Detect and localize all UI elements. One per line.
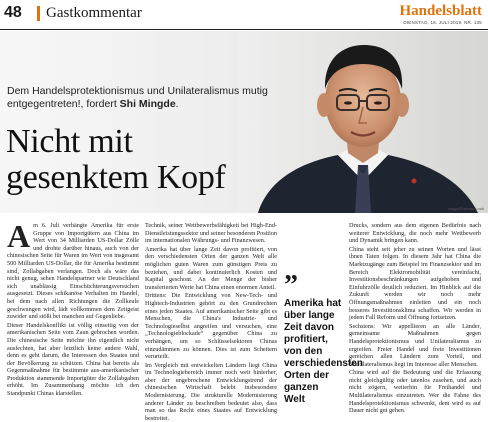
col4-paragraph-4: China wird auf die Bedeutung und die Erfassung nicht gleichgültig oder tatenlos zusehen, und auch nicht zögern, weiterhin für Freihandel und Multilateralismus einzutreten. Wer die Fahne des Handelsprotektionismus schwenkt, dem wird es auf Dauer nicht gut gehen.	[349, 369, 481, 415]
body-column-1	[7, 218, 139, 408]
intro-text: Dem Handelsprotektionismus und Unilateralismus mutig entgegentreten!, fordert	[7, 85, 268, 110]
drop-cap: A	[7, 218, 31, 254]
page-header	[0, 0, 488, 30]
article-headline	[6, 124, 286, 196]
col2-paragraph-1: Technik, seiner Wettbewerbsfähigkeit bei High-End-Dienstleistungssektor und seiner besonderen Position im internationalen Währungs- und Finanzwesen.	[145, 222, 277, 245]
dateline: DIENSTAG, 16. JULI 2019, NR. 135	[403, 20, 482, 25]
page-number: 48	[4, 4, 22, 21]
col1-paragraph-1: m 6. Juli verhängte Amerika für erste Gruppe von Importgütern aus China im Wert von 34 Milliarden US-Dollar Zölle und drohte darüber hinaus, auch von der chinesischen Seite für Waren im Wert von insgesamt 500 Milliarden US-Dollar, die für Amerika bestimmt sind, Zollabgaben verlangen. Doch als wäre das nicht genug, sehen Handelspartner wie Deutschland sich unablässig Einschüchterungsversuchen ausgesetzt. Dieses schikanöse Verhalten im Handel, bei dem nach allen Richtungen die Zollkeule geschwungen wird, lädt vollkommen dem Zeitgeist zuwider und stößt bei manchen auf Gegenliebe.	[7, 222, 139, 321]
quote-mark-icon: ”	[284, 270, 298, 301]
brand-logo: Handelsblatt	[399, 3, 482, 19]
article-intro	[7, 85, 277, 111]
col2-paragraph-3: Drittens: Die Entwicklung von New-Tech- und Hightech-Industrien gehört zu den Grundrechten eines jeden Staates. Auf amerikanischer Seite gibt es Menschen, die China's Industrie- und Technologieselbst angreifen und versuchen, eine „Technologieblockade“ gegenüber China zu verhängen, um so Schlüsselsektoren Chinas einzudämmen zu können. Dies ist zum Scheitern verurteilt.	[145, 292, 277, 361]
col4-paragraph-2: China steht seit jeher zu seinen Worten und lässt ihnen Taten folgen. In diesem Jahr hat China die Marktzugänge zum Beispiel im Finanzsektor und im Bereich Elektromobilität vereinfacht, Investitionsbeschränkungen aufgehoben und Einfuhrzölle deutlich reduziert. Im Hinblick auf die Zukunft werden wir noch mehr Öffnungsmaßnahmen einleiten und ein noch besseres Investitionsklima schaffen. Wir werden in jedem Fall Reform und Öffnung fortsetzen.	[349, 245, 481, 322]
photo-credit: imago/Russian Look	[447, 206, 484, 211]
headline-line-2: gesenktem Kopf	[6, 159, 226, 196]
body-column-2	[145, 222, 277, 422]
col1-paragraph-2: Dieser Handelskonflikt ist völlig einseitig von der amerikanischen Seite vom Zaun gebrochen worden. Die chinesische Seite möchte ihn eigentlich nicht ausfechten, hat aber letztlich keine andere Wahl, denn es geht darum, die Interessen des Staates und der Bevölkerung zu schützen. China hat bereits als Gegenmaßnahme für bestimmte aus-amerikanischer Produktion stammende Importgüter die Zollabgaben erhöht. Im Zusammenhang möchte ich den Standpunkt Chinas klarstellen.	[7, 321, 139, 398]
section-title: Gastkommentar	[46, 5, 142, 21]
body-column-4	[349, 222, 481, 415]
col4-paragraph-3: Sechstens: Wir appellieren an alle Länder, gemeinsame Maßnahmen gegen Handelsprotektionismus und Unilateralismus zu ergreifen. Freier Handel und freie Investitionen gereichen allen Ländern zum Vorteil, und Multilateralismus liegt im Interesse aller Menschen.	[349, 322, 481, 368]
pull-quote	[284, 270, 363, 406]
author-name: Shi Mingde	[119, 98, 176, 110]
section-marker	[37, 6, 40, 21]
pull-quote-text: Amerika hat über lange Zeit davon profitiert, von den verschiedensten Orten der ganzen Welt	[284, 298, 363, 405]
headline-line-1: Nicht mit	[6, 123, 133, 160]
col2-paragraph-2: Amerika hat über lange Zeit davon profitiert, von den verschiedensten Orten der ganzen Welt alle möglichen guten Waren zum günstigen Preis zu beziehen, und dabei kontinuierlich Kosten und Kapital geschont. An der Menge der bisher transferierten Werte hat China einen enormen Anteil.	[145, 245, 277, 291]
intro-end: .	[175, 98, 179, 110]
col4-paragraph-1: Drucks, sondern aus dem eigenen Bedürfnis nach weiterer Entwicklung, die noch mehr Wettbewerb und Dynamik bringen kann.	[349, 222, 481, 245]
col2-paragraph-4: Im Vergleich mit entwickelten Ländern liegt China im Technologiebereich immer noch weit hinterher, aber der ungebrochene Entwicklungstrend der chinesischen Wirtschaft belebt insbesondere Modernisierung. Die strukturelle Modernisierung anderer Länder zu beschreiben bedeutet also, dass man so das Recht eines Staates auf Entwicklung bestreitet.	[145, 361, 277, 422]
